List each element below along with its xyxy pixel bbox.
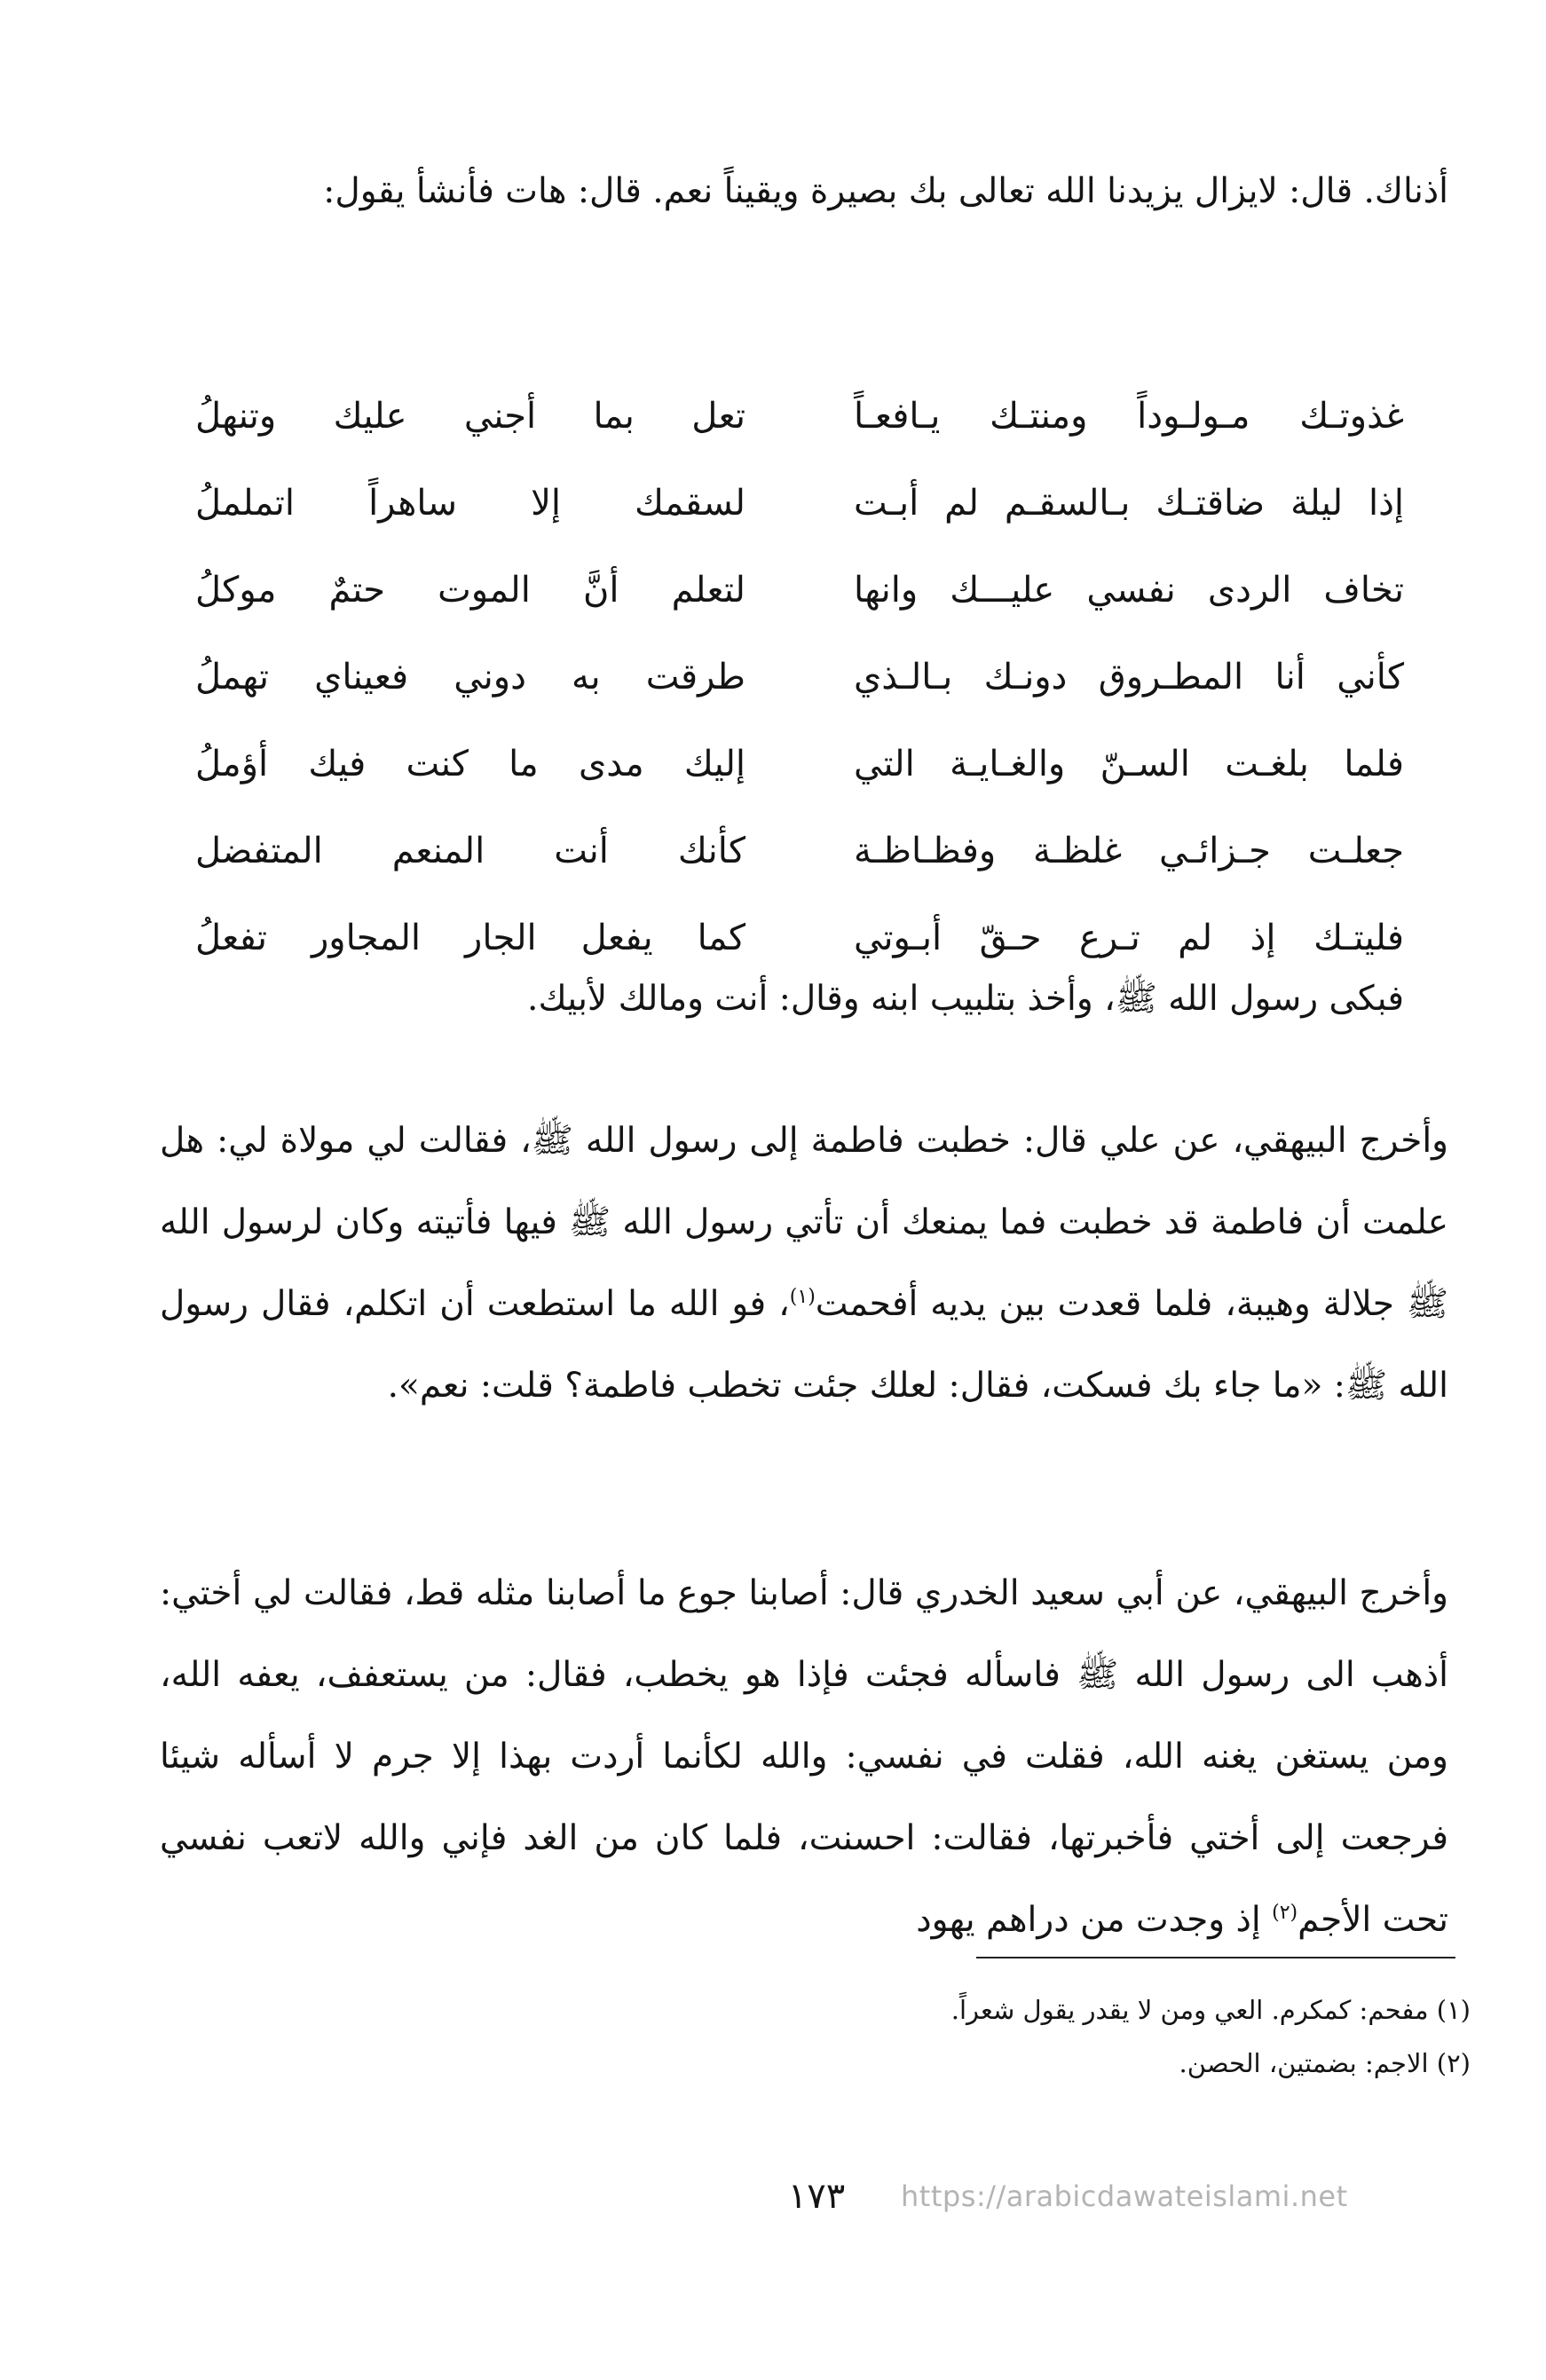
verse-second-half: لسقمك إلا ساهراً اتململُ (195, 483, 745, 524)
verse-first-half: فليتـك إذ لم تـرع حـقّ أبـوتي (854, 918, 1404, 958)
paragraph-text: إذ وجدت من دراهم يهود (916, 1900, 1273, 1940)
poem-verse (195, 373, 1404, 460)
watermark-url: https://arabicdawateislami.net (901, 2179, 1348, 2213)
verse-second-half: إليك مدى ما كنت فيك أؤملُ (195, 744, 745, 784)
verse-second-half: تعل بما أجني عليك وتنهلُ (195, 396, 745, 437)
footnote-divider (976, 1957, 1455, 1958)
paragraph-text: وأخرج البيهقي، عن علي قال: خطبت فاطمة إلى رسول الله ﷺ، فقالت لي مولاة لي: هل علمت أن فاطمة قد خطبت فما يمنعك أن تأتي رسول الله ﷺ فيها فأتيته وكان لرسول الله ﷺ جلالة وهيبة، فلما قعدت بين يديه أفحمت (160, 1121, 1448, 1324)
poem-verse (195, 808, 1404, 894)
verse-first-half: جعلـت جـزائـي غلظـة وفظـاظـة (854, 831, 1404, 871)
after-poem-line: فبكى رسول الله ﷺ، وأخذ بتلبيب ابنه وقال: أنت ومالك لأبيك. (527, 979, 1404, 1019)
footnote-2: (٢) الاجم: بضمتين، الحصن. (1179, 2048, 1471, 2078)
verse-second-half: طرقت به دوني فعيناي تهملُ (195, 657, 745, 697)
poem-verse (195, 460, 1404, 547)
verse-first-half: غذوتـك مـولـوداً ومنتـك يـافعـاً (854, 396, 1404, 437)
paragraph-abu-said (160, 1553, 1448, 1961)
verse-second-half: كأنك أنت المنعم المتفضل (195, 831, 745, 871)
verse-second-half: كما يفعل الجار المجاور تفعلُ (195, 918, 745, 958)
poem (195, 373, 1404, 981)
poem-verse (195, 721, 1404, 808)
footnote-marker: (١) (789, 1286, 816, 1308)
paragraph-text: وأخرج البيهقي، عن أبي سعيد الخدري قال: أصابنا جوع ما أصابنا مثله قط، فقالت لي أختي: أذهب الى رسول الله ﷺ فاسأله فجئت فإذا هو يخطب، فقال: من يستعفف، يعفه الله، ومن يستغن يغنه الله، فقلت في نفسي: والله لكأنما أردت بهذا إلا جرم لا أسأله شيئا فرجعت إلى أختي فأخبرتها، فقالت: احسنت، فلما كان من الغد فإني والله لاتعب نفسي تحت الأجم (160, 1573, 1448, 1940)
verse-first-half: تخاف الردى نفسي عليـــك وانها (854, 570, 1404, 611)
poem-verse (195, 634, 1404, 721)
footnote-marker: (٢) (1272, 1902, 1298, 1924)
verse-second-half: لتعلم أنَّ الموت حتمٌ موكلُ (195, 570, 745, 611)
verse-first-half: إذا ليلة ضاقتـك بـالسقـم لم أبـت (854, 483, 1404, 524)
page-number: ١٧٣ (787, 2176, 846, 2217)
poem-verse (195, 547, 1404, 634)
verse-first-half: فلما بلغـت السـنّ والغـايـة التي (854, 744, 1404, 784)
paragraph-ali (160, 1100, 1448, 1427)
verse-first-half: كأني أنا المطـروق دونـك بـالـذي (854, 657, 1404, 697)
opening-paragraph: أذناك. قال: لايزال يزيدنا الله تعالى بك بصيرة ويقيناً نعم. قال: هات فأنشأ يقول: (323, 171, 1448, 211)
footnote-1: (١) مفحم: كمكرم. العي ومن لا يقدر يقول شعراً. (950, 1995, 1471, 2025)
paragraph-text: ، فو الله ما استطعت أن اتكلم، فقال رسول الله ﷺ: «ما جاء بك فسكت، فقال: لعلك جئت تخطب فاطمة؟ قلت: نعم». (160, 1284, 1448, 1406)
